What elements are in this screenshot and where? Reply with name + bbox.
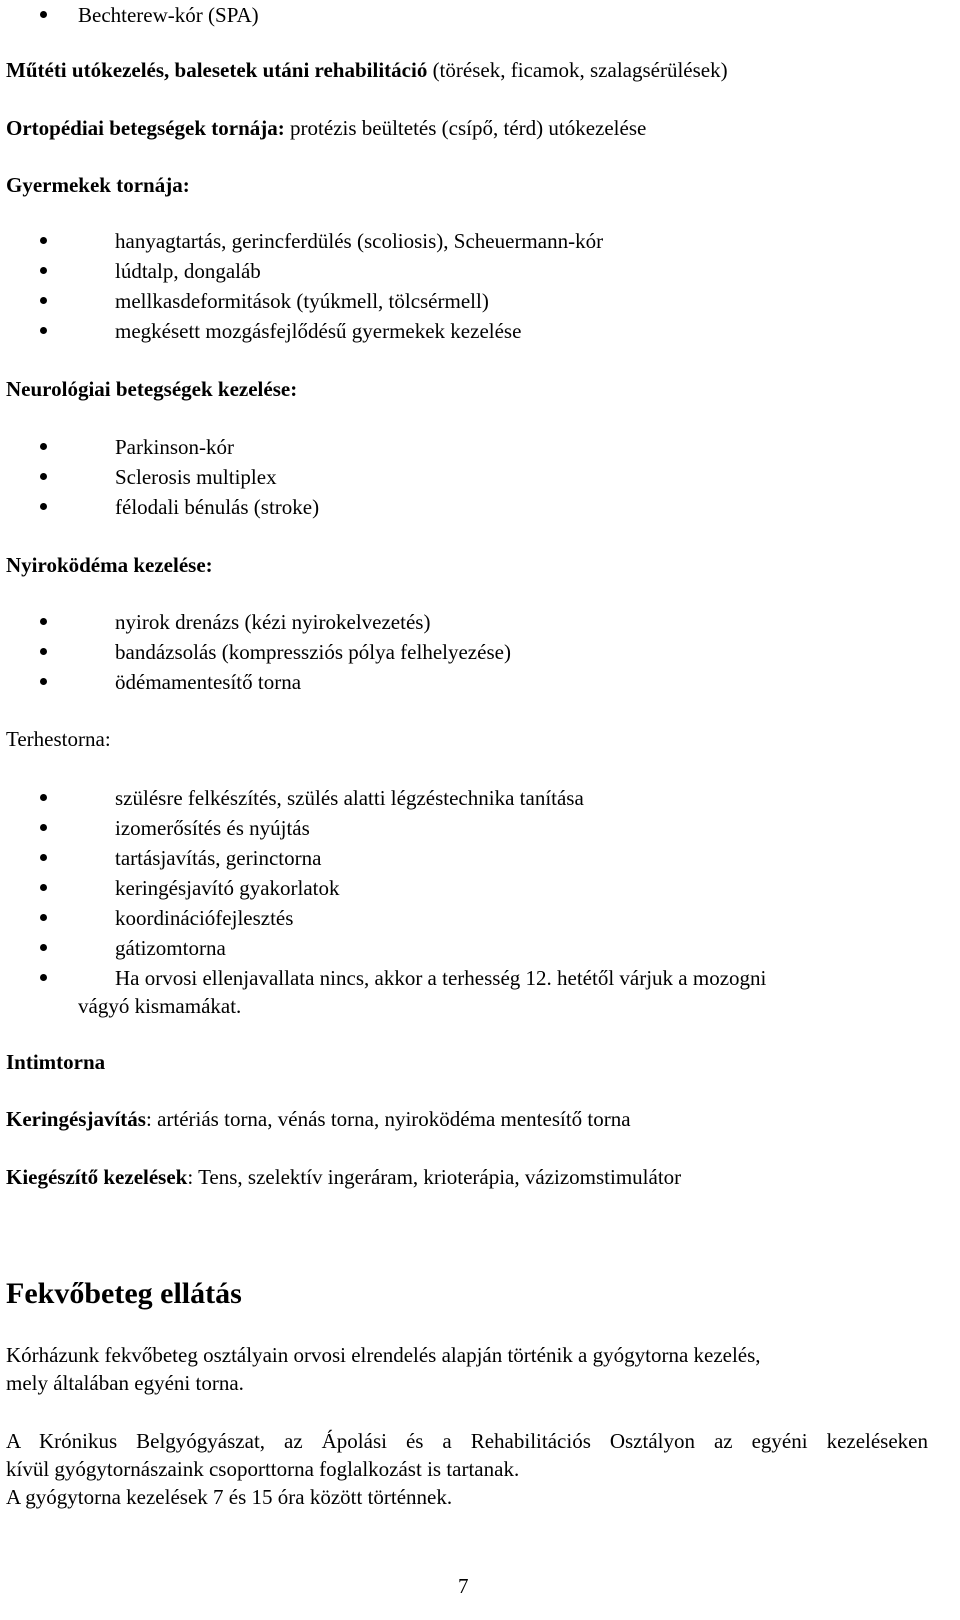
postop-line [6,58,728,82]
bullet-dot [40,648,47,655]
list-item: megkésett mozgásfejlődésű gyermekek kezelése [115,319,522,343]
list-item: lúdtalp, dongaláb [115,259,261,283]
inpatient-p2-line1: A Krónikus Belgyógyászat, az Ápolási és a Rehabilitációs Osztályon az egyéni kezeléseken [6,1429,928,1453]
list-item: Bechterew-kór (SPA) [78,3,259,27]
ortho-label: Ortopédiai betegségek tornája: [6,116,285,140]
bullet-dot [40,443,47,450]
bullet-dot [40,914,47,921]
postop-label: Műtéti utókezelés, balesetek utáni rehabilitáció [6,58,428,82]
list-item: bandázsolás (kompressziós pólya felhelyezése) [115,640,511,664]
postop-text: (törések, ficamok, szalagsérülések) [427,58,728,82]
inpatient-p2-line2: kívül gyógytornászaink csoporttorna foglalkozást is tartanak. [6,1457,520,1481]
bullet-dot [40,794,47,801]
bullet-dot [40,974,47,981]
children-heading: Gyermekek tornája: [6,173,190,197]
bullet-dot [40,267,47,274]
bullet-dot [40,944,47,951]
inpatient-p1-line2: mely általában egyéni torna. [6,1371,244,1395]
ortho-line [6,116,646,140]
page-number: 7 [458,1574,469,1598]
pregnancy-note-line1: Ha orvosi ellenjavallata nincs, akkor a terhesség 12. hetétől várjuk a mozogni [115,966,767,990]
list-item: nyirok drenázs (kézi nyirokelvezetés) [115,610,431,634]
list-item: ödémamentesítő torna [115,670,302,694]
list-item: mellkasdeformitások (tyúkmell, tölcsérmell) [115,289,489,313]
list-item: félodali bénulás (stroke) [115,495,320,519]
bullet-dot [40,297,47,304]
bullet-dot [40,11,47,18]
list-item: keringésjavító gyakorlatok [115,876,340,900]
supplementary-text: : Tens, szelektív ingeráram, krioterápia, vázizomstimulátor [187,1165,682,1189]
bullet-dot [40,618,47,625]
circulation-label: Keringésjavítás [6,1107,146,1131]
inpatient-p1-line1: Kórházunk fekvőbeteg osztályain orvosi elrendelés alapján történik a gyógytorna kezelés, [6,1343,761,1367]
bullet-dot [40,678,47,685]
intim-heading: Intimtorna [6,1050,106,1074]
bullet-dot [40,503,47,510]
bullet-dot [40,237,47,244]
lymph-heading: Nyiroködéma kezelése: [6,553,213,577]
supplementary-label: Kiegészítő kezelések [6,1165,188,1189]
list-item: izomerősítés és nyújtás [115,816,310,840]
list-item: Sclerosis multiplex [115,465,277,489]
inpatient-p3: A gyógytorna kezelések 7 és 15 óra között történnek. [6,1485,453,1509]
inpatient-heading: Fekvőbeteg ellátás [6,1277,242,1310]
supplementary-line [6,1165,681,1189]
list-item: koordinációfejlesztés [115,906,294,930]
bullet-dot [40,824,47,831]
bullet-dot [40,884,47,891]
list-item: Parkinson-kór [115,435,234,459]
neuro-heading: Neurológiai betegségek kezelése: [6,377,298,401]
list-item: tartásjavítás, gerinctorna [115,846,322,870]
circulation-text: : artériás torna, vénás torna, nyiroködéma mentesítő torna [145,1107,631,1131]
list-item: gátizomtorna [115,936,226,960]
pregnancy-note-line2: vágyó kismamákat. [78,994,242,1018]
bullet-dot [40,473,47,480]
circulation-line [6,1107,631,1131]
ortho-text: protézis beültetés (csípő, térd) utókezelése [284,116,647,140]
list-item: hanyagtartás, gerincferdülés (scoliosis), Scheuermann-kór [115,229,604,253]
bullet-dot [40,327,47,334]
pregnancy-heading: Terhestorna: [6,727,111,751]
bullet-dot [40,854,47,861]
list-item: szülésre felkészítés, szülés alatti légzéstechnika tanítása [115,786,584,810]
